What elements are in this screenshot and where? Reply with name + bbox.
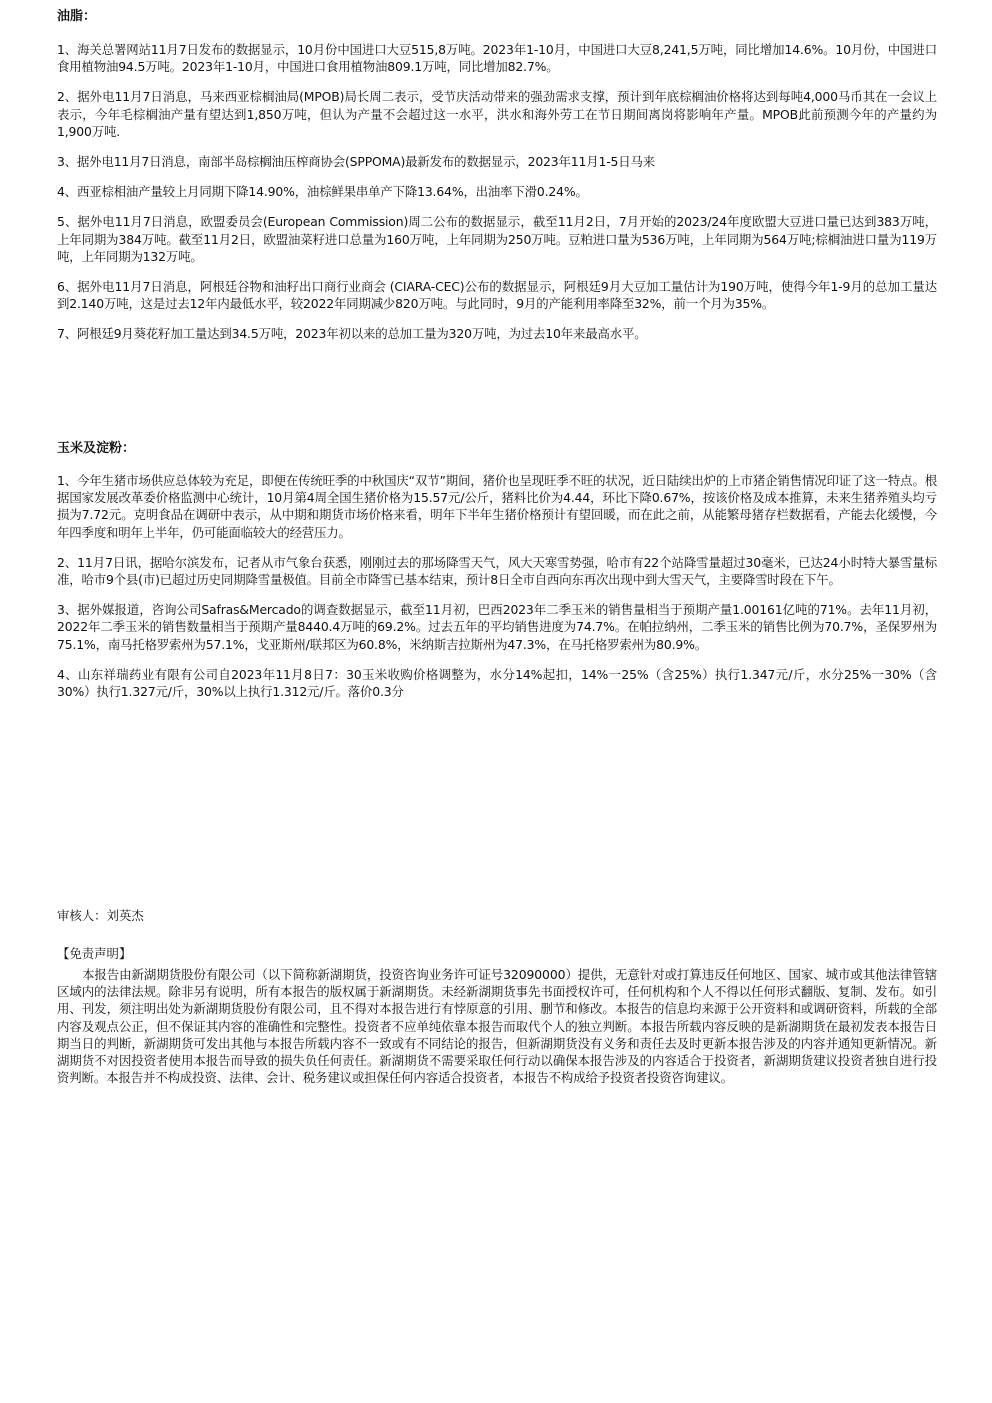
oils-news-item: 2、据外电11月7日消息，马来西亚棕榈油局(MPOB)局长周二表示，受节庆活动带来的强劲需求支撑，预计到年底棕榈油价格将达到每吨4,000马币其在一会议上表示，今年毛棕榈油产量有望达到1,850万吨，但认为产量不会超过这一水平，洪水和海外劳工在节日期间离岗将影响年产量。MPOB此前预测今年的产量约为1,900万吨. [57, 89, 937, 139]
reviewer-line: 审核人：刘英杰 [57, 908, 144, 924]
oils-news-item: 3、据外电11月7日消息，南部半岛棕榈油压榨商协会(SPPOMA)最新发布的数据显示，2023年11月1-5日马来 [57, 154, 655, 170]
section-title-corn-starch: 玉米及淀粉： [57, 441, 136, 456]
oils-news-item: 7、阿根廷9月葵花籽加工量达到34.5万吨，2023年初以来的总加工量为320万吨，为过去10年来最高水平。 [57, 326, 647, 342]
corn-news-list [57, 472, 937, 713]
oils-news-item: 6、据外电11月7日消息，阿根廷谷物和油籽出口商行业商会 (CIARA-CEC)公布的数据显示，阿根廷9月大豆加工量估计为190万吨，使得今年1-9月的总加工量达到2.140万吨，这是过去12年内最低水平，较2022年同期减少820万吨。与此同时，9月的产能利用率降至32%，前一个月为35%。 [57, 279, 937, 312]
oils-news-item: 1、海关总署网站11月7日发布的数据显示，10月份中国进口大豆515,8万吨。2023年1-10月，中国进口大豆8,241,5万吨，同比增加14.6%。10月份，中国进口食用植物油94.5万吨。2023年1-10月，中国进口食用植物油809.1万吨，同比增加82.7%。 [57, 42, 937, 75]
oils-news-item: 4、西亚棕相油产量较上月同期下降14.90%，油棕鲜果串单产下降13.64%，出油率下滑0.24%。 [57, 184, 588, 200]
section-title-oils: 油脂： [57, 9, 97, 24]
corn-news-item: 3、据外媒报道，咨询公司Safras&Mercado的调查数据显示，截至11月初，巴西2023年二季玉米的销售量相当于预期产量1.00161亿吨的71%。去年11月初，2022年二季玉米的销售数量相当于预期产量8440.4万吨的69.2%。过去五年的平均销售进度为74.7%。在帕拉纳州，二季玉米的销售比例为70.7%，圣保罗州为75.1%，南马托格罗索州为57.1%，戈亚斯州/联邦区为60.8%，米纳斯吉拉斯州为47.3%，在马托格罗索州为80.9%。 [57, 602, 937, 652]
oils-news-item: 5、据外电11月7日消息，欧盟委员会(European Commission)周二公布的数据显示，截至11月2日，7月开始的2023/24年度欧盟大豆进口量已达到383万吨，上年同期为384万吨。截至11月2日，欧盟油菜籽进口总量为160万吨，上年同期为250万吨。豆粕进口量为536万吨，上年同期为564万吨;棕榈油进口量为119万吨，上年同期为132万吨。 [57, 214, 937, 264]
corn-news-item: 1、今年生猪市场供应总体较为充足，即便在传统旺季的中秋国庆“双节”期间，猪价也呈现旺季不旺的状况，近日陆续出炉的上市猪企销售情况印证了这一特点。根据国家发展改革委价格监测中心统计，10月第4周全国生猪价格为15.57元/公斤，猪料比价为4.44，环比下降0.67%，按该价格及成本推算，未来生猪养殖头均亏损为7.72元。克明食品在调研中表示，从中期和期货市场价格来看，明年下半年生猪价格预计有望回暖，而在此之前，从能繁母猪存栏数据看，产能去化缓慢，今年四季度和明年上半年，仍可能面临较大的经营压力。 [57, 473, 937, 540]
disclaimer-body: 本报告由新湖期货股份有限公司（以下简称新湖期货，投资咨询业务许可证号32090000）提供，无意针对或打算违反任何地区、国家、城市或其他法律管辖区域内的法律法规。除非另有说明，所有本报告的版权属于新湖期货。未经新湖期货事先书面授权许可，任何机构和个人不得以任何形式翻版、复制、发布。如引用、刊发，须注明出处为新湖期货股份有限公司，且不得对本报告进行有悖原意的引用、删节和修改。本报告的信息均来源于公开资料和或调研资料，所载的全部内容及观点公正，但不保证其内容的准确性和完整性。投资者不应单纯依靠本报告而取代个人的独立判断。本报告所载内容反映的是新湖期货在最初发表本报告日期当日的判断，新湖期货可发出其他与本报告所载内容不一致或有不同结论的报告，但新湖期货没有义务和责任去及时更新本报告涉及的内容并通知更新情况。新湖期货不对因投资者使用本报告而导致的损失负任何责任。新湖期货不需要采取任何行动以确保本报告涉及的内容适合于投资者，新湖期货建议投资者独自进行投资判断。本报告并不构成投资、法律、会计、税务建议或担保任何内容适合投资者，本报告不构成给予投资者投资咨询建议。 [57, 967, 937, 1086]
corn-news-item: 2、11月7日讯，据哈尔滨发布，记者从市气象台获悉，刚刚过去的那场降雪天气，风大天寒雪势强，哈市有22个站降雪量超过30毫米，已达24小时特大暴雪量标准，哈市9个县(市)已超过历史同期降雪量极值。目前全市降雪已基本结束，预计8日全市自西向东再次出现中到大雪天气，主要降雪时段在下午。 [57, 554, 937, 588]
corn-news-item: 4、山东祥瑞药业有限有公司自2023年11月8日7：30玉米收购价格调整为，水分14%起扣，14%一25%（含25%）执行1.347元/斤，水分25%一30%（含30%）执行1.327元/斤，30%以上执行1.312元/斤。落价0.3分 [57, 666, 937, 700]
oils-news-list [57, 41, 937, 356]
disclaimer-title: 【免责声明】 [57, 946, 132, 962]
